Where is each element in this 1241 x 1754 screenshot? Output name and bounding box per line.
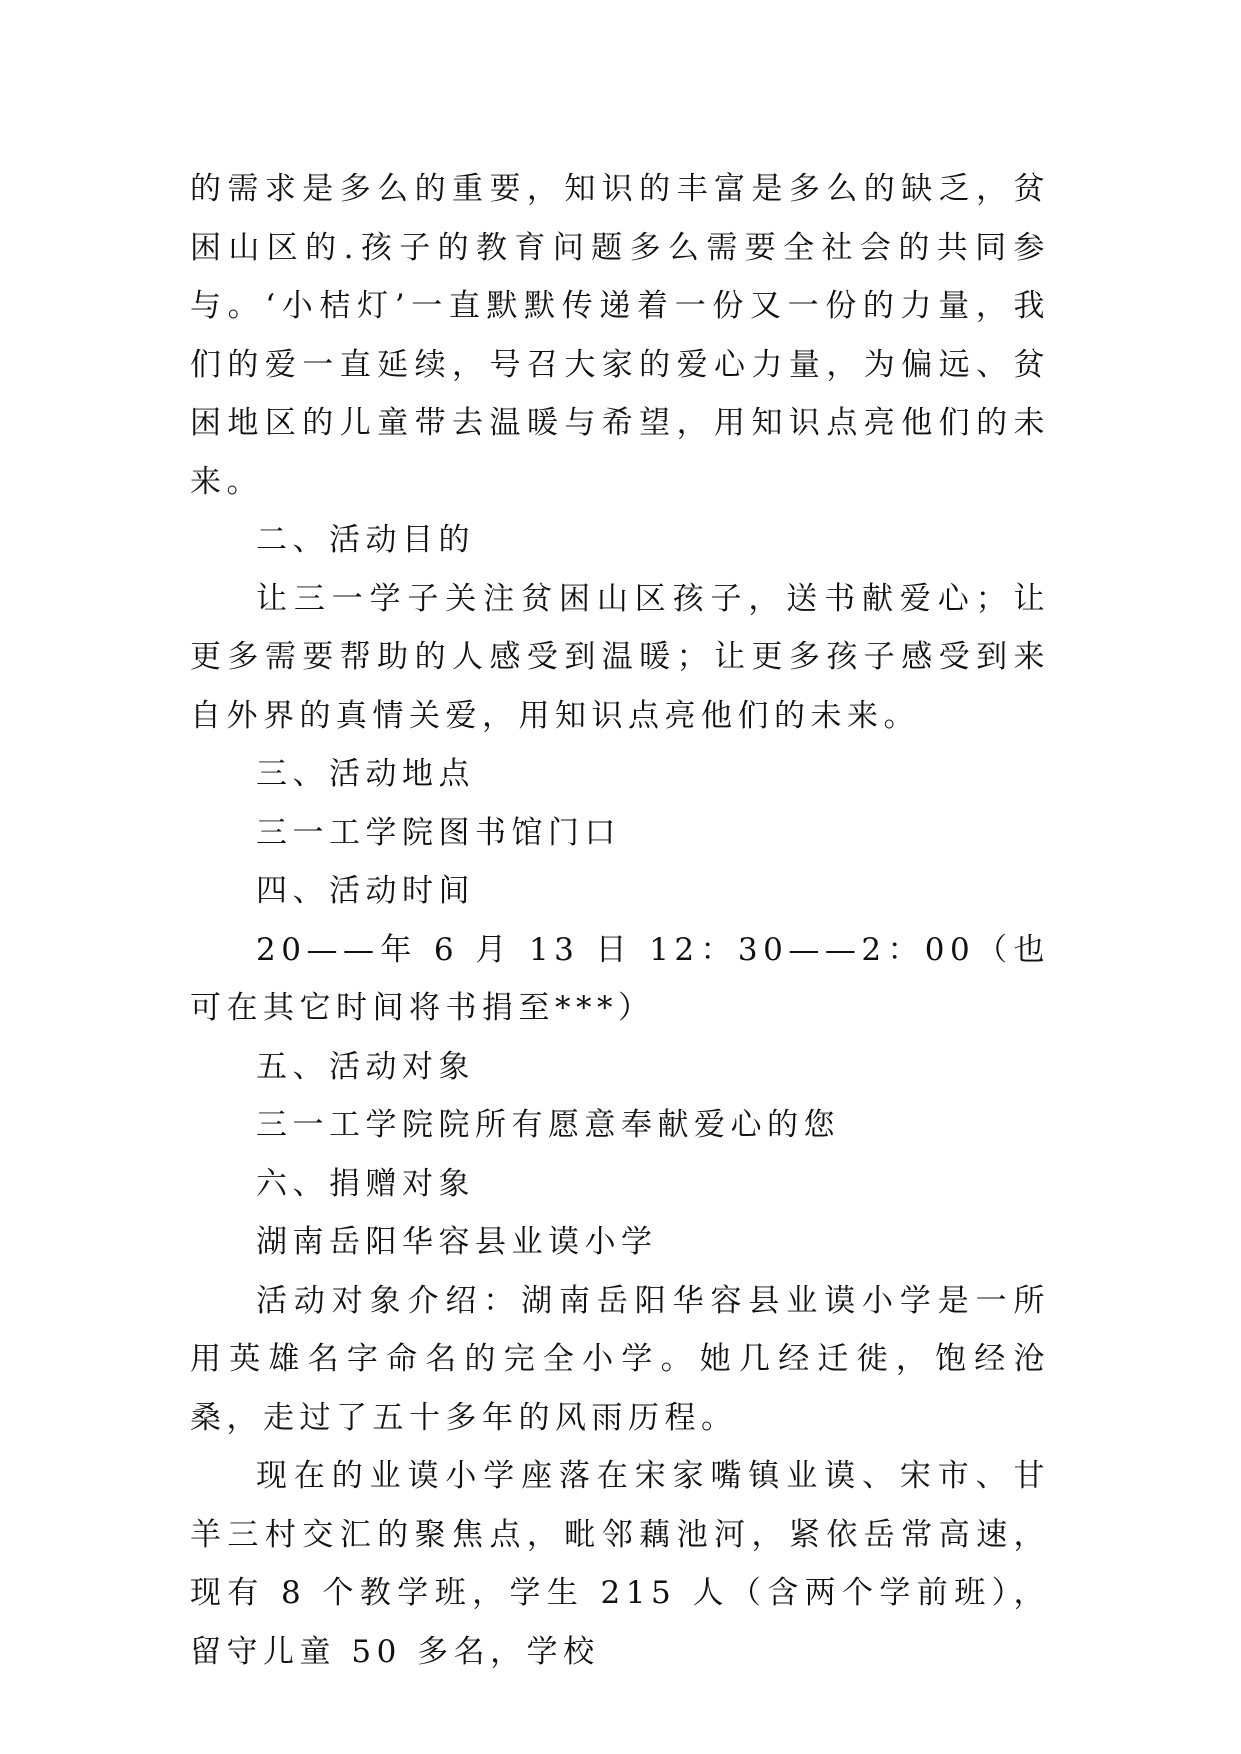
paragraph-activity-audience: 三一工学院院所有愿意奉献爱心的您	[256, 1107, 840, 1143]
paragraph-donation-recipient: 湖南岳阳华容县业谟小学	[256, 1224, 658, 1260]
paragraph-recipient-intro: 活动对象介绍：湖南岳阳华容县业谟小学是一所用英雄名字命名的完全小学。她几经迁徙，饱经沧桑，走过了五十多年的风雨历程。	[190, 1282, 1050, 1436]
paragraph-activity-time: 20——年 6 月 13 日 12：30——2：00（也可在其它时间将书捐至***）	[190, 931, 1050, 1026]
paragraph-school-details: 现在的业谟小学座落在宋家嘴镇业谟、宋市、甘羊三村交汇的聚焦点，毗邻藕池河，紧依岳常高速，现有 8 个教学班，学生 215 人（含两个学前班），留守儿童 50 多名，学校	[190, 1458, 1050, 1670]
paragraph-activity-purpose: 让三一学子关注贫困山区孩子，送书献爱心；让更多需要帮助的人感受到温暖；让更多孩子感受到来自外界的真情关爱，用知识点亮他们的未来。	[190, 580, 1050, 734]
heading-activity-time: 四、活动时间	[256, 873, 475, 909]
document-body	[190, 160, 1050, 1681]
paragraph-activity-location: 三一工学院图书馆门口	[256, 814, 621, 851]
heading-activity-audience: 五、活动对象	[256, 1048, 475, 1085]
heading-donation-recipient: 六、捐赠对象	[256, 1165, 475, 1202]
heading-activity-location: 三、活动地点	[256, 756, 475, 792]
heading-activity-purpose: 二、活动目的	[256, 522, 475, 558]
paragraph-continuation: 的需求是多么的重要，知识的丰富是多么的缺乏，贫困山区的.孩子的教育问题多么需要全社会的共同参与。‘小桔灯’一直默默传递着一份又一份的力量，我们的爱一直延续，号召大家的爱心力量，为偏远、贫困地区的儿童带去温暖与希望，用知识点亮他们的未来。	[190, 171, 1050, 500]
